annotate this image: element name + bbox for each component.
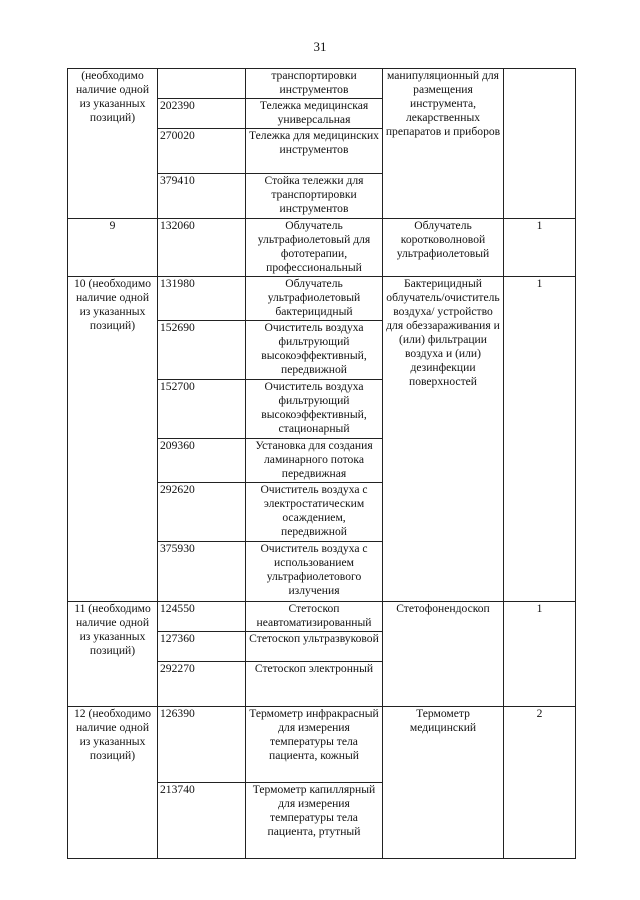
equipment-name: Очиститель воздуха фильтрующий высокоэффективный, передвижной [246,321,383,380]
equipment-code: 270020 [158,129,246,174]
equipment-name: Стойка тележки для транспортировки инструментов [246,174,383,219]
equipment-name: Очиститель воздуха с электростатическим осаждением, передвижной [246,483,383,542]
equipment-name: транспортировки инструментов [246,69,383,99]
position-number: (необходимо наличие одной из указанных позиций) [68,69,158,219]
equipment-name: Термометр инфракрасный для измерения температуры тела пациента, кожный [246,707,383,783]
equipment-type: Стетофонендоскоп [383,602,504,707]
equipment-quantity: 1 [504,277,576,602]
equipment-quantity [504,69,576,219]
table-row [68,602,576,632]
equipment-type: манипуляционный для размещения инструмента, лекарственных препаратов и приборов [383,69,504,219]
equipment-type: Облучатель коротковолновой ультрафиолетовый [383,219,504,277]
equipment-code: 132060 [158,219,246,277]
equipment-name: Стетоскоп электронный [246,662,383,707]
equipment-name: Облучатель ультрафиолетовый для фототерапии, профессиональный [246,219,383,277]
table-row [68,219,576,277]
equipment-name: Очиститель воздуха с использованием ультрафиолетового излучения [246,542,383,602]
equipment-code: 131980 [158,277,246,321]
equipment-code: 375930 [158,542,246,602]
equipment-name: Стетоскоп неавтоматизированный [246,602,383,632]
equipment-name: Очиститель воздуха фильтрующий высокоэффективный, стационарный [246,380,383,439]
equipment-code: 379410 [158,174,246,219]
equipment-name: Тележка медицинская универсальная [246,99,383,129]
equipment-name: Термометр капиллярный для измерения температуры тела пациента, ртутный [246,783,383,859]
equipment-quantity: 1 [504,602,576,707]
position-number: 9 [68,219,158,277]
equipment-quantity: 2 [504,707,576,859]
equipment-code: 292270 [158,662,246,707]
equipment-code: 126390 [158,707,246,783]
equipment-code: 209360 [158,439,246,483]
equipment-code: 127360 [158,632,246,662]
equipment-code: 152690 [158,321,246,380]
table-row [68,707,576,783]
position-number: 10 (необходимо наличие одной из указанных позиций) [68,277,158,602]
equipment-type: Термометр медицинский [383,707,504,859]
equipment-type: Бактерицидный облучатель/очиститель воздуха/ устройство для обеззараживания и (или) фильтрации воздуха и (или) дезинфекции поверхностей [383,277,504,602]
position-number: 12 (необходимо наличие одной из указанных позиций) [68,707,158,859]
equipment-table [67,68,576,859]
equipment-code: 213740 [158,783,246,859]
equipment-quantity: 1 [504,219,576,277]
equipment-name: Тележка для медицинских инструментов [246,129,383,174]
page-number: 31 [313,39,327,54]
table-row [68,277,576,321]
table-row [68,69,576,99]
equipment-name: Облучатель ультрафиолетовый бактерицидный [246,277,383,321]
equipment-name: Установка для создания ламинарного потока передвижная [246,439,383,483]
equipment-code: 202390 [158,99,246,129]
equipment-code [158,69,246,99]
equipment-name: Стетоскоп ультразвуковой [246,632,383,662]
equipment-code: 124550 [158,602,246,632]
equipment-code: 292620 [158,483,246,542]
equipment-code: 152700 [158,380,246,439]
position-number: 11 (необходимо наличие одной из указанных позиций) [68,602,158,707]
